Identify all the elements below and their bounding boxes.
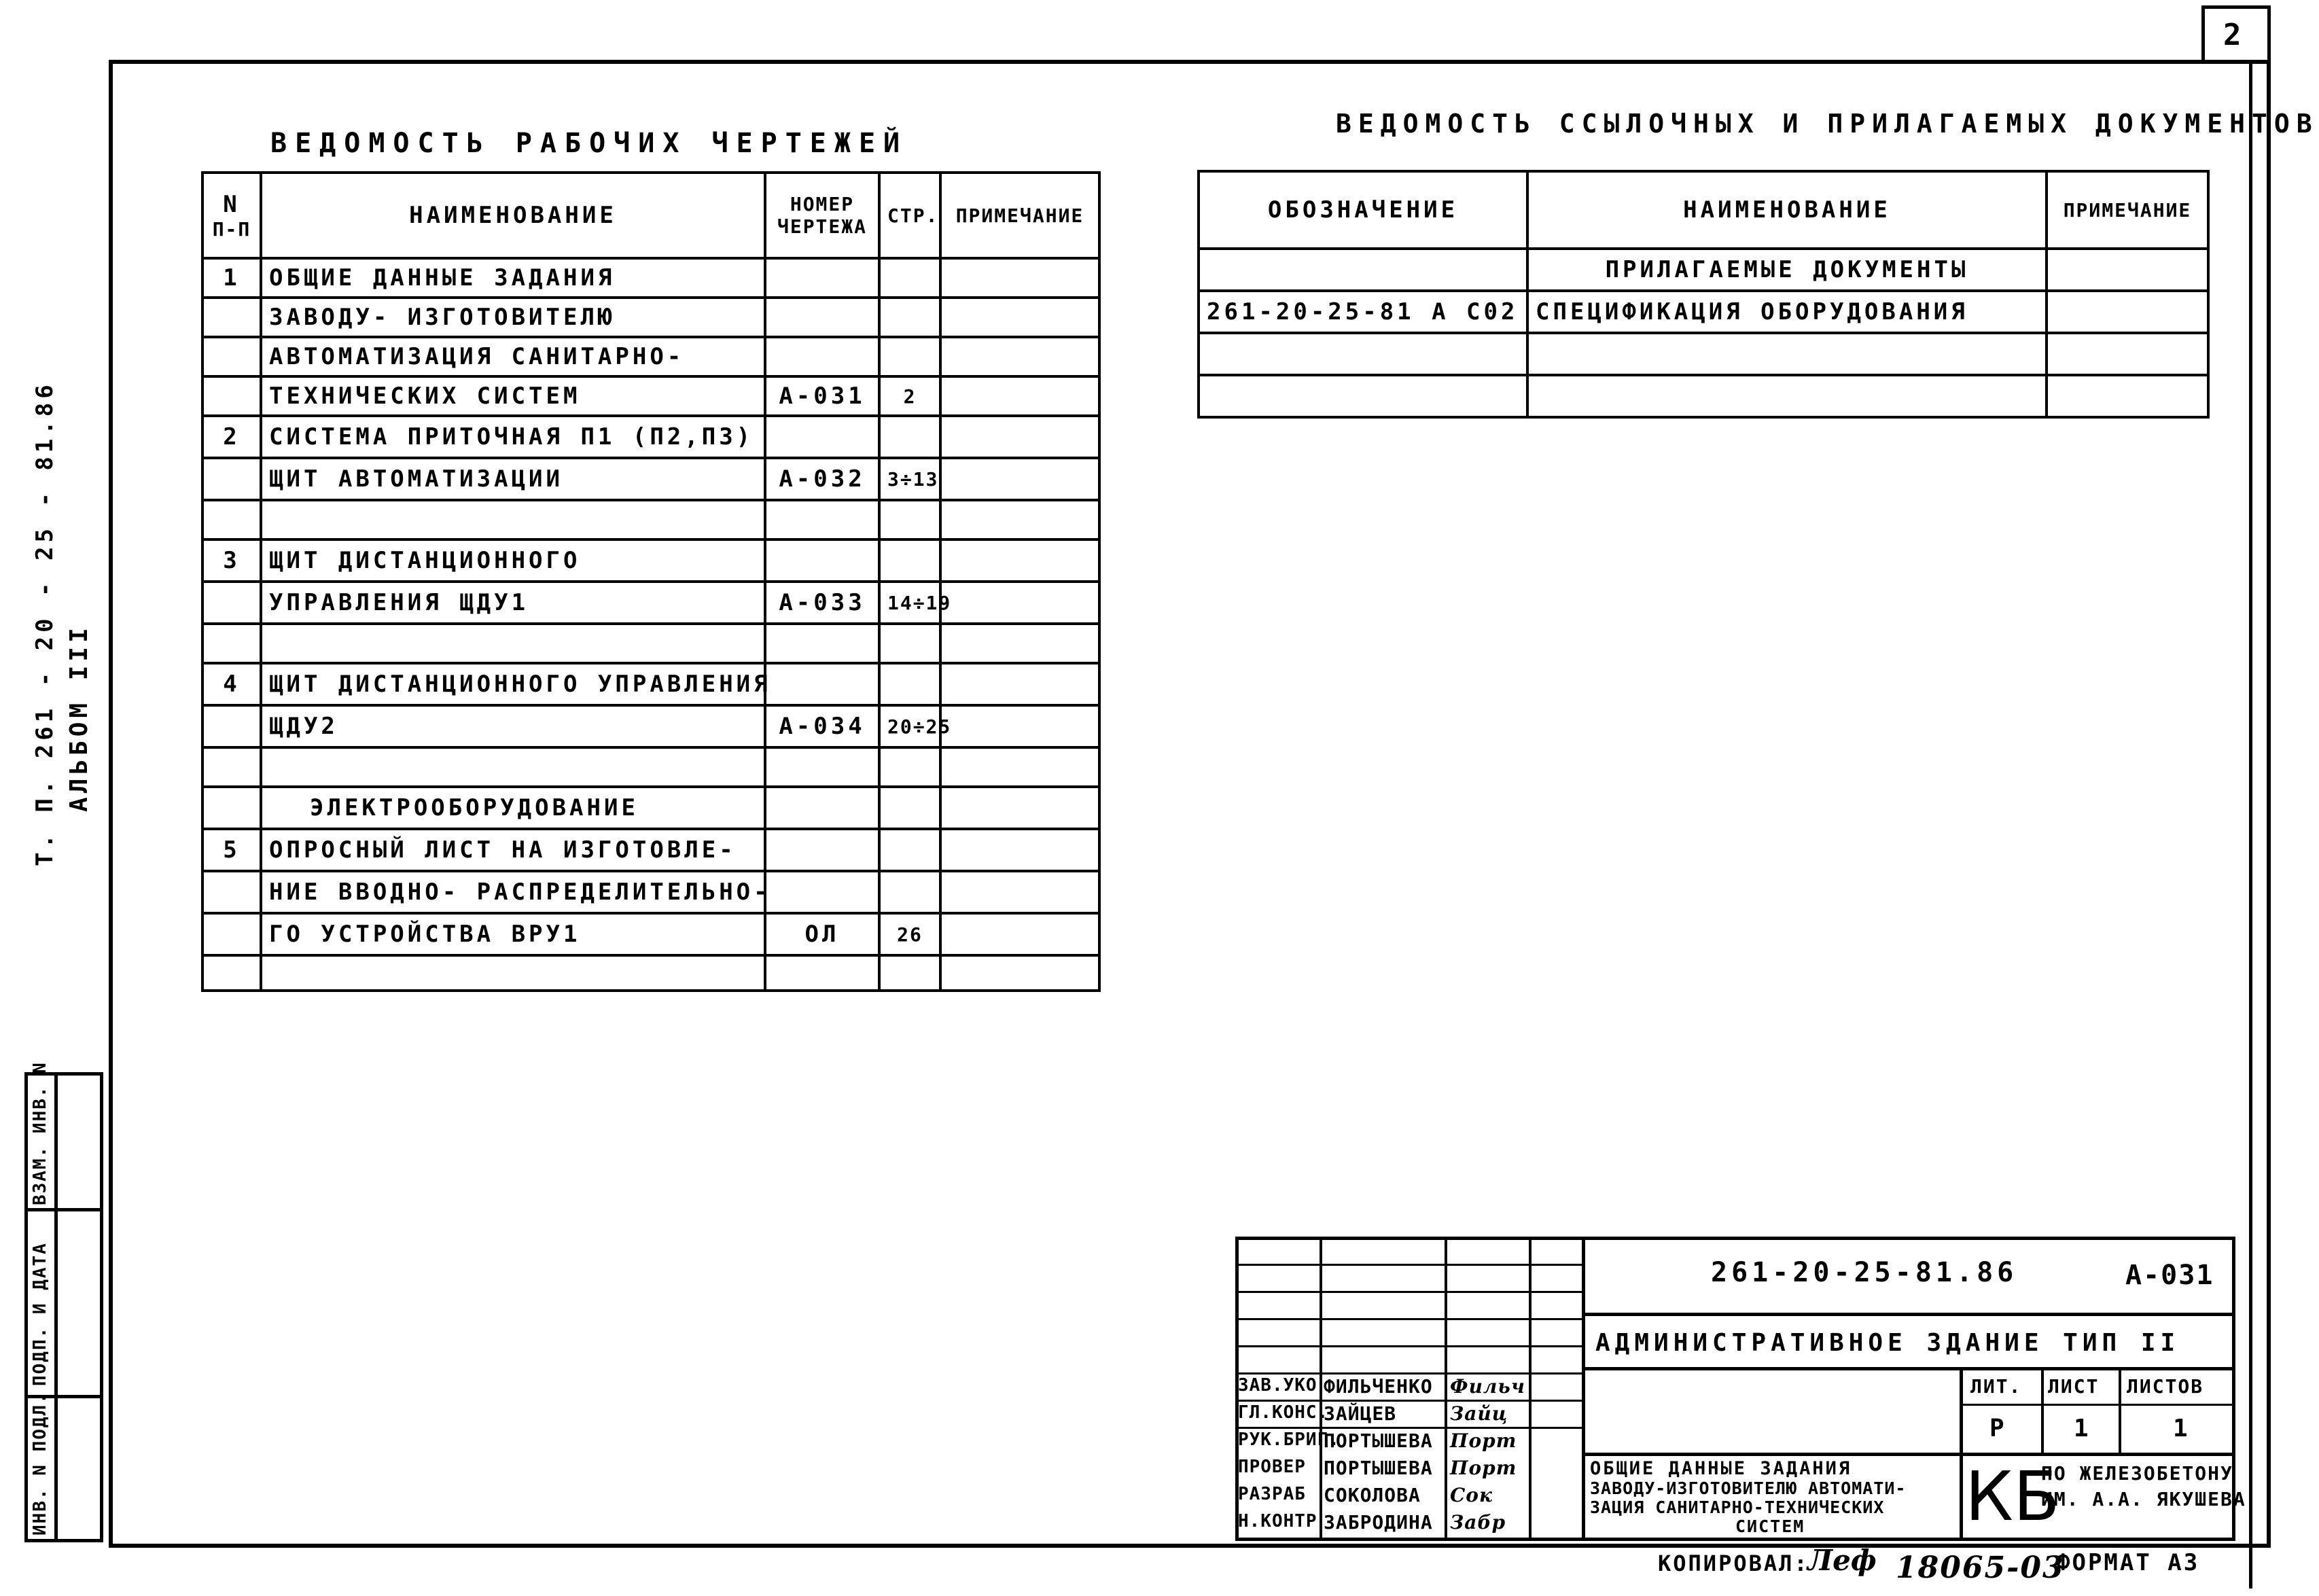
table-row — [1199, 375, 2208, 417]
sheets-label: ЛИСТОВ — [2127, 1375, 2204, 1398]
row-page — [879, 337, 940, 376]
ref-row-designation: 261-20-25-81 А С02 — [1199, 291, 1527, 333]
table-row — [202, 829, 1099, 871]
row-num — [202, 582, 261, 624]
staff-sign: Сок — [1450, 1484, 1493, 1506]
row-page: 3÷13 — [879, 458, 940, 500]
row-note — [940, 787, 1099, 829]
row-name: ОБЩИЕ ДАННЫЕ ЗАДАНИЯ — [261, 258, 765, 298]
staff-name: ЗАЙЦЕВ — [1324, 1402, 1397, 1425]
staff-role: ГЛ.КОНС. — [1238, 1402, 1329, 1423]
row-num — [202, 747, 261, 787]
sheet-label: ЛИСТ — [2048, 1375, 2100, 1398]
row-note — [940, 955, 1099, 991]
row-name: УПРАВЛЕНИЯ ЩДУ1 — [261, 582, 765, 624]
stamp-label-inv: ИНВ. N ПОДЛ. — [30, 1391, 50, 1536]
row-note — [940, 913, 1099, 955]
header-drawing: НОМЕР ЧЕРТЕЖА — [765, 173, 879, 258]
row-drawing — [765, 955, 879, 991]
row-drawing — [765, 871, 879, 913]
table-row — [202, 663, 1099, 705]
staff-sign: Порт — [1450, 1430, 1517, 1452]
row-note — [940, 500, 1099, 539]
title-doc-number: 261-20-25-81.86 — [1711, 1257, 2018, 1288]
stage-label: ЛИТ. — [1970, 1375, 2022, 1398]
row-name: НИЕ ВВОДНО- РАСПРЕДЕЛИТЕЛЬНО- — [261, 871, 765, 913]
row-page — [879, 871, 940, 913]
ref-row-name: СПЕЦИФИКАЦИЯ ОБОРУДОВАНИЯ — [1527, 291, 2047, 333]
row-note — [940, 624, 1099, 663]
row-note — [940, 829, 1099, 871]
row-num: 2 — [202, 416, 261, 458]
right-edge-line — [2249, 60, 2252, 1589]
row-page — [879, 955, 940, 991]
row-note — [940, 258, 1099, 298]
table-row — [1199, 249, 2208, 291]
staff-role: РУК.БРИГ. — [1238, 1430, 1340, 1450]
left-stamp-strip — [24, 1061, 103, 1542]
table-row — [202, 458, 1099, 500]
staff-name: ЗАБРОДИНА — [1324, 1511, 1433, 1533]
ref-row-name — [1527, 333, 2047, 375]
table-row — [202, 913, 1099, 955]
staff-name: ФИЛЬЧЕНКО — [1324, 1375, 1433, 1398]
ref-header-note: ПРИМЕЧАНИЕ — [2047, 171, 2208, 249]
row-name: ЩИТ ДИСТАНЦИОННОГО УПРАВЛЕНИЯ — [261, 663, 765, 705]
row-page — [879, 500, 940, 539]
table-row — [1199, 333, 2208, 375]
row-note — [940, 582, 1099, 624]
row-note — [940, 705, 1099, 747]
row-num — [202, 298, 261, 337]
row-drawing — [765, 539, 879, 582]
row-num: 1 — [202, 258, 261, 298]
org-name-line2: ИМ. А.А. ЯКУШЕВА — [2041, 1488, 2246, 1510]
ref-row-name: ПРИЛАГАЕМЫЕ ДОКУМЕНТЫ — [1527, 249, 2047, 291]
ref-row-name — [1527, 375, 2047, 417]
row-num: 4 — [202, 663, 261, 705]
header-name: НАИМЕНОВАНИЕ — [261, 173, 765, 258]
row-page — [879, 539, 940, 582]
row-name — [261, 955, 765, 991]
row-num — [202, 337, 261, 376]
row-page: 20÷25 — [879, 705, 940, 747]
row-drawing: ОЛ — [765, 913, 879, 955]
table-row — [202, 298, 1099, 337]
row-drawing — [765, 663, 879, 705]
org-name-line1: ПО ЖЕЛЕЗОБЕТОНУ — [2041, 1462, 2233, 1485]
footer-copied-signature: Леф — [1807, 1544, 1877, 1577]
row-drawing — [765, 747, 879, 787]
table-row — [202, 705, 1099, 747]
row-note — [940, 298, 1099, 337]
header-num: N П-П — [202, 173, 261, 258]
row-page — [879, 298, 940, 337]
row-num — [202, 871, 261, 913]
row-drawing — [765, 500, 879, 539]
staff-role: ПРОВЕР — [1238, 1457, 1306, 1477]
row-num: 3 — [202, 539, 261, 582]
row-note — [940, 663, 1099, 705]
row-name: ОПРОСНЫЙ ЛИСТ НА ИЗГОТОВЛЕ- — [261, 829, 765, 871]
row-page — [879, 787, 940, 829]
title-drawing-code: А-031 — [2125, 1260, 2214, 1291]
row-name: СИСТЕМА ПРИТОЧНАЯ П1 (П2,П3) — [261, 416, 765, 458]
row-drawing: А-031 — [765, 376, 879, 416]
row-note — [940, 871, 1099, 913]
row-num — [202, 705, 261, 747]
row-num — [202, 624, 261, 663]
org-logo: КБ — [1965, 1457, 2060, 1536]
staff-sign: Забр — [1450, 1511, 1506, 1533]
staff-role: ЗАВ.УКО — [1238, 1375, 1317, 1396]
row-name: ТЕХНИЧЕСКИХ СИСТЕМ — [261, 376, 765, 416]
row-note — [940, 416, 1099, 458]
header-page: СТР. — [879, 173, 940, 258]
sheet-number: 2 — [2223, 18, 2246, 52]
row-note — [940, 539, 1099, 582]
row-num — [202, 787, 261, 829]
row-drawing — [765, 298, 879, 337]
drawings-list-title: ВЕДОМОСТЬ РАБОЧИХ ЧЕРТЕЖЕЙ — [270, 128, 908, 159]
ref-row-note — [2047, 375, 2208, 417]
footer-format: ФОРМАТ А3 — [2056, 1549, 2200, 1576]
staff-name: ПОРТЫШЕВА — [1324, 1457, 1433, 1479]
header-note: ПРИМЕЧАНИЕ — [940, 173, 1099, 258]
staff-sign: Зайц — [1450, 1402, 1508, 1425]
ref-header-designation: ОБОЗНАЧЕНИЕ — [1199, 171, 1527, 249]
title-block — [1235, 1237, 2246, 1541]
table-row — [202, 955, 1099, 991]
row-page — [879, 747, 940, 787]
drawings-table-header — [202, 173, 1099, 258]
row-page — [879, 416, 940, 458]
drawings-table — [201, 171, 1101, 992]
row-name — [261, 624, 765, 663]
stamp-label-sign: ПОДП. И ДАТА — [30, 1242, 50, 1386]
row-page — [879, 829, 940, 871]
footer-copied-label: КОПИРОВАЛ: — [1658, 1550, 1809, 1576]
row-name — [261, 747, 765, 787]
staff-name: ПОРТЫШЕВА — [1324, 1430, 1433, 1452]
reference-table — [1197, 170, 2210, 419]
stamp-label-replace: ВЗАМ. ИНВ. N — [30, 1061, 50, 1205]
drawing-title: ОБЩИЕ ДАННЫЕ ЗАДАНИЯ ЗАВОДУ-ИЗГОТОВИТЕЛЮ АВТОМАТИ- ЗАЦИЯ САНИТАРНО-ТЕХНИЧЕСКИХ СИСТЕМ — [1590, 1458, 1907, 1536]
ref-row-note — [2047, 249, 2208, 291]
row-num: 5 — [202, 829, 261, 871]
table-row — [202, 747, 1099, 787]
row-drawing — [765, 787, 879, 829]
staff-name: СОКОЛОВА — [1324, 1484, 1421, 1506]
ref-header-name: НАИМЕНОВАНИЕ — [1527, 171, 2047, 249]
row-drawing — [765, 829, 879, 871]
ref-row-designation — [1199, 249, 1527, 291]
row-num — [202, 955, 261, 991]
staff-role: РАЗРАБ — [1238, 1484, 1306, 1504]
row-drawing: А-032 — [765, 458, 879, 500]
row-note — [940, 747, 1099, 787]
row-page — [879, 624, 940, 663]
margin-album: АЛЬБОМ III — [65, 624, 93, 812]
row-drawing — [765, 624, 879, 663]
row-drawing — [765, 337, 879, 376]
row-name: ЗАВОДУ- ИЗГОТОВИТЕЛЮ — [261, 298, 765, 337]
row-page — [879, 258, 940, 298]
row-name: ЭЛЕКТРООБОРУДОВАНИЕ — [261, 787, 765, 829]
row-note — [940, 376, 1099, 416]
row-note — [940, 458, 1099, 500]
row-num — [202, 458, 261, 500]
row-num — [202, 500, 261, 539]
table-row — [202, 539, 1099, 582]
margin-doc-code: Т. П. 261 - 20 - 25 - 81.86 — [31, 380, 58, 866]
row-page: 2 — [879, 376, 940, 416]
row-drawing: А-033 — [765, 582, 879, 624]
row-page — [879, 663, 940, 705]
row-drawing: А-034 — [765, 705, 879, 747]
row-num — [202, 913, 261, 955]
row-drawing — [765, 258, 879, 298]
table-row — [202, 871, 1099, 913]
staff-rows — [1235, 1372, 1583, 1541]
footer-order-number: 18065-03 — [1896, 1550, 2065, 1585]
row-drawing — [765, 416, 879, 458]
row-page: 26 — [879, 913, 940, 955]
row-page: 14÷19 — [879, 582, 940, 624]
table-row — [1199, 291, 2208, 333]
ref-row-note — [2047, 333, 2208, 375]
ref-row-note — [2047, 291, 2208, 333]
table-row — [202, 376, 1099, 416]
ref-row-designation — [1199, 333, 1527, 375]
row-num — [202, 376, 261, 416]
row-name — [261, 500, 765, 539]
row-name: АВТОМАТИЗАЦИЯ САНИТАРНО- — [261, 337, 765, 376]
reference-list-title: ВЕДОМОСТЬ ССЫЛОЧНЫХ И ПРИЛАГАЕМЫХ ДОКУМЕНТОВ — [1336, 109, 2319, 139]
table-row — [202, 787, 1099, 829]
staff-sign: Порт — [1450, 1457, 1517, 1479]
table-row — [202, 624, 1099, 663]
stage-value: Р — [1989, 1415, 2008, 1442]
row-name: ЩИТ АВТОМАТИЗАЦИИ — [261, 458, 765, 500]
reference-table-header — [1199, 171, 2208, 249]
sheet-value: 1 — [2074, 1415, 2093, 1442]
row-name: ЩИТ ДИСТАНЦИОННОГО — [261, 539, 765, 582]
sheets-value: 1 — [2173, 1415, 2192, 1442]
staff-sign: Фильч — [1450, 1375, 1525, 1398]
table-row — [202, 258, 1099, 298]
table-row — [202, 337, 1099, 376]
ref-row-designation — [1199, 375, 1527, 417]
table-row — [202, 500, 1099, 539]
row-name: ГО УСТРОЙСТВА ВРУ1 — [261, 913, 765, 955]
staff-role: Н.КОНТР — [1238, 1511, 1317, 1531]
row-name: ЩДУ2 — [261, 705, 765, 747]
table-row — [202, 582, 1099, 624]
table-row — [202, 416, 1099, 458]
title-project: АДМИНИСТРАТИВНОЕ ЗДАНИЕ ТИП II — [1595, 1329, 2180, 1357]
row-note — [940, 337, 1099, 376]
